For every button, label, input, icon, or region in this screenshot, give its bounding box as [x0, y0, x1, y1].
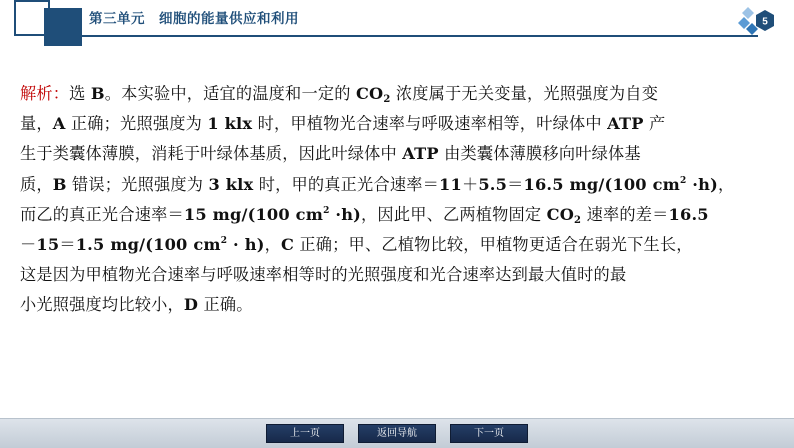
option-letter: D	[183, 295, 199, 315]
text-run: 错误；光照强度为	[66, 174, 209, 194]
text-run: 正确。	[198, 295, 253, 315]
term-atp: ATP	[402, 144, 439, 164]
next-page-button[interactable]: 下一页	[450, 424, 528, 443]
text-run: ，	[717, 174, 735, 194]
text-line-2	[20, 109, 780, 139]
back-to-nav-button[interactable]: 返回导航	[358, 424, 436, 443]
text-line-1	[20, 79, 780, 109]
rate-value: 1.5 mg/(100 cm	[75, 234, 221, 254]
rate-unit: · h)	[227, 234, 265, 254]
option-letter: B	[52, 174, 67, 194]
analysis-label: 解析：	[20, 84, 70, 103]
text-run: 产	[643, 114, 666, 134]
text-run: 选	[69, 84, 91, 103]
text-run: 速率的差＝	[581, 204, 669, 224]
option-letter: A	[52, 114, 66, 134]
unit-title: 第三单元 细胞的能量供应和利用	[89, 11, 299, 27]
text-line-4	[20, 170, 780, 200]
subscript: 2	[383, 94, 391, 105]
number: 16.5	[668, 204, 709, 224]
text-run: 时，甲的真正光合速率＝	[253, 174, 439, 194]
text-run: 量，	[20, 114, 53, 134]
page-number: 5	[762, 16, 768, 28]
analysis-paragraph	[20, 79, 780, 321]
text-run: 生于类囊体薄膜，消耗于叶绿体基质，因此叶绿体中	[20, 144, 403, 164]
text-run: 浓度属于无关变量，光照强度为自变	[390, 84, 659, 103]
text-run: ＝	[59, 234, 76, 254]
header-divider	[82, 35, 758, 37]
number: 5.5	[478, 174, 508, 194]
formula-co2: CO	[355, 84, 384, 103]
text-run: ，因此甲、乙两植物固定	[361, 204, 547, 224]
text-run: 而乙的真正光合速率＝	[20, 204, 184, 224]
superscript: 2	[323, 205, 330, 216]
option-letter: C	[280, 234, 295, 254]
rate-value: 16.5 mg/(100 cm	[523, 174, 680, 194]
answer-letter: B	[90, 84, 105, 103]
superscript: 2	[220, 235, 228, 246]
logo-square-filled	[44, 8, 82, 46]
text-run: ，	[264, 234, 281, 254]
subscript: 2	[574, 214, 582, 226]
text-run: 由类囊体薄膜移向叶绿体基	[438, 144, 641, 164]
text-run: 这是因为甲植物光合速率与呼吸速率相等时的光照强度和光合速率达到最大值时的最	[20, 265, 627, 285]
text-run: 质，	[20, 174, 53, 194]
text-run: ＝	[507, 174, 524, 194]
text-run: －	[20, 234, 37, 254]
rate-value: 15 mg/(100 cm	[183, 204, 324, 224]
header-logo-squares	[14, 0, 80, 46]
text-run: 时，甲植物光合速率与呼吸速率相等，叶绿体中	[252, 114, 608, 134]
text-run: 正确；光照强度为	[65, 114, 208, 134]
text-run: ＋	[461, 174, 479, 194]
prev-page-button[interactable]: 上一页	[266, 424, 344, 443]
text-run: 小光照强度均比较小，	[20, 295, 184, 315]
number: 15	[36, 234, 60, 254]
superscript: 2	[679, 175, 687, 186]
text-line-5	[20, 200, 780, 230]
formula-co2: CO	[546, 204, 575, 224]
badge-diamond-light	[742, 7, 754, 19]
rate-unit: ·h)	[329, 204, 362, 224]
text-line-8	[20, 290, 780, 320]
text-line-7	[20, 260, 780, 290]
light-value: 1 klx	[207, 114, 253, 134]
rate-unit: ·h)	[686, 174, 718, 194]
text-line-3	[20, 139, 780, 169]
light-value: 3 klx	[208, 174, 254, 194]
term-atp: ATP	[607, 114, 644, 134]
text-run: 。本实验中，适宜的温度和一定的	[104, 84, 356, 103]
number: 11	[439, 174, 462, 194]
text-line-6	[20, 230, 780, 260]
text-run: 正确；甲、乙植物比较，甲植物更适合在弱光下生长，	[294, 234, 693, 254]
page-number-badge	[736, 3, 780, 43]
